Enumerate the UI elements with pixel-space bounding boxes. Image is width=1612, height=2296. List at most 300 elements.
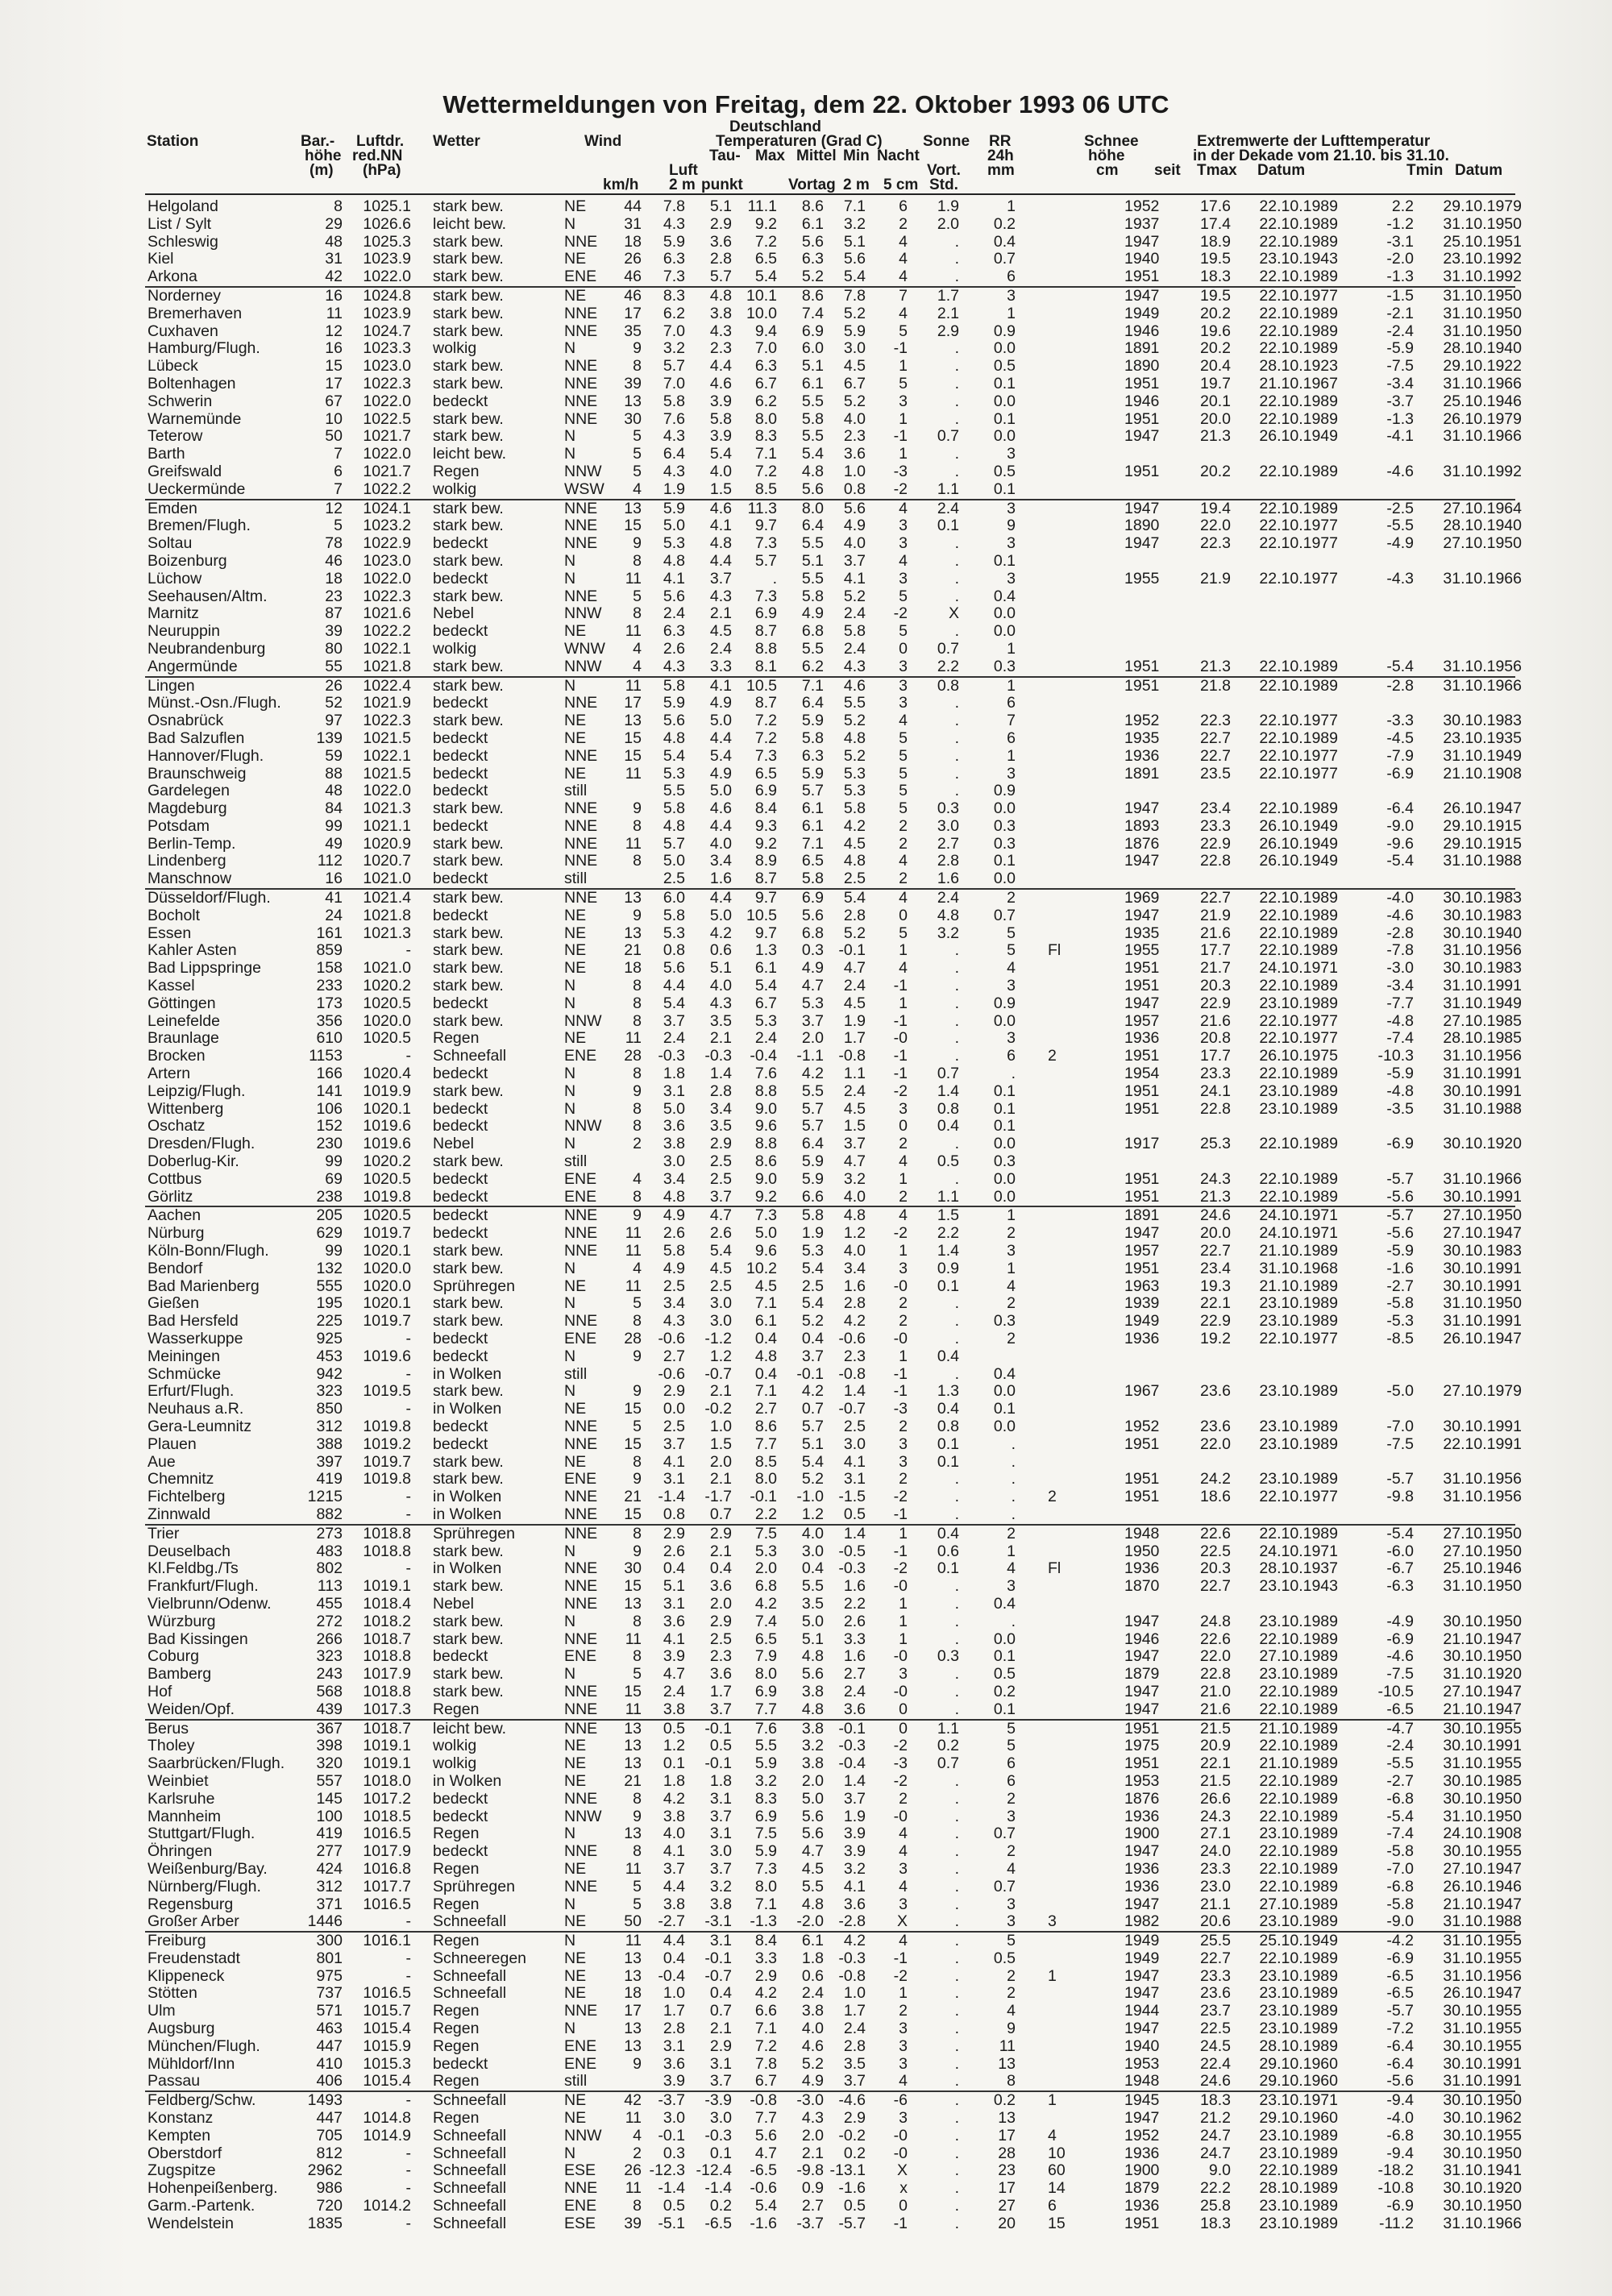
cell-min: 4.6 [843, 676, 866, 695]
cell-druck: 1015.4 [363, 2020, 411, 2038]
table-row [145, 2054, 1522, 2074]
cell-station: Hannover/Flugh. [147, 746, 264, 765]
cell-hoehe: 1153 [309, 1047, 343, 1065]
cell-nacht: -1 [893, 427, 908, 446]
cell-wetter: Sprühregen [433, 1877, 515, 1895]
cell-tmax: 20.9 [1200, 1737, 1231, 1755]
cell-druck: 1019.7 [363, 1312, 411, 1331]
cell-tmin: -6.8 [1386, 1789, 1414, 1808]
cell-max: 5.3 [754, 1542, 777, 1560]
cell-hoehe: 925 [316, 1330, 343, 1347]
cell-nacht: 2 [899, 1187, 908, 1206]
cell-station: Boizenburg [147, 551, 227, 570]
cell-datmax: 21.10.1989 [1259, 1754, 1338, 1773]
cell-rr: 17 [998, 2179, 1016, 2198]
cell-rr: 1 [1007, 1206, 1016, 1225]
cell-hoehe: 277 [316, 1842, 343, 1861]
cell-wr: N [564, 427, 576, 446]
cell-wetter: bedeckt [433, 534, 488, 553]
cell-station: Stuttgart/Flugh. [147, 1825, 256, 1843]
cell-datmin: 31.10.1950 [1443, 322, 1522, 340]
cell-hoehe: 12 [325, 499, 343, 517]
table-row [145, 1135, 1522, 1153]
cell-tmax: 22.7 [1200, 1577, 1231, 1596]
cell-datmax: 22.10.1989 [1259, 924, 1338, 942]
cell-wg: 8 [633, 1117, 642, 1136]
cell-max: 7.2 [754, 729, 777, 747]
cell-datmin: 30.10.1950 [1443, 2091, 1522, 2110]
cell-max: 7.1 [754, 445, 777, 463]
cell-station: Frankfurt/Flugh. [147, 1577, 259, 1596]
table-row [145, 2214, 1522, 2233]
cell-datmax: 21.10.1989 [1259, 1719, 1338, 1738]
cell-druck: 1020.5 [363, 1029, 411, 1048]
cell-luft: 4.1 [663, 1630, 685, 1648]
cell-wg: 13 [624, 1825, 642, 1843]
cell-max: 0.4 [754, 1364, 777, 1383]
cell-max: 8.4 [754, 799, 777, 818]
cell-tmin: -9.4 [1386, 2144, 1414, 2162]
cell-tmin: -11.2 [1379, 2214, 1414, 2232]
cell-station: Gießen [147, 1294, 199, 1313]
cell-mittel: 5.9 [801, 712, 824, 730]
cell-datmin: 26.10.1947 [1443, 1330, 1522, 1347]
cell-tau: 1.4 [709, 1065, 732, 1083]
cell-wg: 21 [624, 1488, 642, 1506]
table-row [145, 1169, 1522, 1189]
header-rr-3: mm [987, 162, 1015, 179]
cell-min: 2.4 [843, 639, 866, 658]
cell-mittel: 4.6 [801, 2037, 824, 2055]
cell-min: -2.8 [838, 1912, 866, 1931]
table-row [145, 1577, 1522, 1596]
cell-tmin: -6.5 [1386, 1984, 1414, 2003]
cell-min: 4.9 [843, 517, 866, 535]
cell-wr: NE [564, 1400, 587, 1418]
cell-wr: NE [564, 250, 587, 268]
cell-max: 9.2 [754, 1187, 777, 1206]
cell-mittel: 5.5 [801, 392, 824, 410]
cell-wr: NNW [564, 1011, 602, 1030]
cell-tmax: 22.2 [1200, 2179, 1231, 2198]
cell-mittel: 5.9 [801, 1169, 824, 1188]
cell-sonne: 0.4 [937, 1117, 959, 1136]
table-row [145, 1949, 1522, 1968]
table-row [145, 1099, 1522, 1119]
header-seit: seit [1154, 162, 1181, 179]
cell-datmax: 23.10.1989 [1259, 1984, 1338, 2003]
cell-datmax: 26.10.1949 [1259, 816, 1338, 835]
cell-datmin: 31.10.1992 [1443, 462, 1522, 480]
cell-rr: 0.0 [993, 1382, 1016, 1401]
cell-max: 5.5 [754, 1737, 777, 1755]
cell-hoehe: 46 [325, 551, 343, 570]
cell-max: 10.5 [746, 906, 777, 924]
cell-max: 10.0 [746, 304, 777, 322]
cell-druck: 1021.1 [363, 816, 411, 835]
cell-rr: 1 [1007, 676, 1016, 695]
cell-hoehe: 272 [316, 1612, 343, 1630]
cell-tmin: -5.5 [1386, 1754, 1414, 1773]
header-tmax: Tmax [1197, 162, 1237, 179]
cell-station: Seehausen/Altm. [147, 587, 268, 605]
cell-max: 6.9 [754, 604, 777, 623]
cell-tmax: 21.3 [1200, 427, 1231, 446]
cell-sonne: 0.9 [937, 1259, 959, 1277]
cell-seit: 1900 [1124, 2161, 1160, 2180]
cell-datmin: 31.10.1956 [1443, 1047, 1522, 1065]
cell-tau: 2.8 [709, 1082, 732, 1100]
cell-max: 8.5 [754, 1452, 777, 1471]
cell-datmin: 31.10.1950 [1443, 214, 1522, 233]
cell-max: 8.5 [754, 480, 777, 498]
cell-datmin: 30.10.1991 [1443, 1277, 1522, 1295]
table-row [145, 924, 1522, 943]
cell-datmin: 31.10.1949 [1443, 746, 1522, 765]
cell-max: 6.9 [754, 1682, 777, 1700]
cell-tau: 0.4 [709, 1984, 732, 2003]
cell-sonne: . [954, 1169, 959, 1188]
cell-tmax: 24.6 [1200, 2072, 1231, 2090]
cell-luft: 5.5 [663, 782, 685, 800]
cell-druck: - [405, 2091, 411, 2110]
cell-rr: 0.3 [993, 834, 1016, 853]
cell-rr: 3 [1007, 534, 1016, 553]
cell-datmin: 28.10.1940 [1443, 339, 1522, 358]
cell-sonne: 2.2 [937, 1224, 959, 1243]
cell-wetter: stark bew. [433, 232, 504, 251]
table-row [145, 906, 1522, 925]
cell-nacht: 2 [899, 834, 908, 853]
cell-wetter: stark bew. [433, 1577, 504, 1596]
cell-druck: 1021.5 [363, 764, 411, 783]
header-bar-2: höhe [305, 147, 342, 164]
cell-hoehe: 610 [316, 1029, 343, 1048]
cell-wr: NNE [564, 409, 598, 428]
cell-station: Düsseldorf/Flugh. [147, 889, 271, 907]
cell-druck: 1016.1 [363, 1932, 411, 1950]
cell-hoehe: 16 [325, 870, 343, 888]
cell-tau: 2.9 [709, 1135, 732, 1153]
cell-sonne: X [948, 604, 959, 623]
table-row [145, 286, 1522, 305]
cell-tmax: 23.3 [1200, 1065, 1231, 1083]
cell-druck: 1021.7 [363, 462, 411, 480]
cell-luft: 3.0 [663, 1152, 685, 1171]
cell-mittel: 5.7 [801, 1117, 824, 1136]
cell-datmin: 25.10.1946 [1443, 1559, 1522, 1578]
cell-tmin: -2.7 [1386, 1277, 1414, 1295]
cell-mittel: 4.3 [801, 2109, 824, 2128]
cell-max: 9.3 [754, 816, 777, 835]
cell-wg: 15 [624, 1682, 642, 1700]
cell-wetter: in Wolken [433, 1400, 502, 1418]
cell-station: Neuhaus a.R. [147, 1400, 244, 1418]
cell-datmax: 22.10.1989 [1259, 392, 1338, 410]
cell-wetter: stark bew. [433, 197, 504, 215]
cell-wr: NNE [564, 1417, 598, 1435]
cell-tmax: 22.6 [1200, 1524, 1231, 1542]
table-row [145, 2109, 1522, 2128]
table-row [145, 214, 1522, 234]
cell-min: 6.7 [843, 374, 866, 392]
cell-datmin: 30.10.1983 [1443, 1242, 1522, 1260]
cell-tau: 5.4 [709, 746, 732, 765]
table-row [145, 2002, 1522, 2020]
cell-datmin: 21.10.1947 [1443, 1895, 1522, 1913]
cell-datmax: 23.10.1943 [1259, 1577, 1338, 1596]
table-row [145, 499, 1522, 518]
cell-tmin: -4.6 [1386, 906, 1414, 924]
cell-mittel: 7.4 [801, 304, 824, 322]
table-row [145, 1118, 1515, 1136]
cell-datmax: 22.10.1977 [1259, 534, 1338, 553]
cell-rr: 0.1 [993, 409, 1016, 428]
cell-wg: 11 [625, 834, 642, 853]
cell-wr: ENE [564, 1470, 597, 1488]
cell-wr: NNE [564, 1206, 598, 1225]
cell-seit: 1947 [1124, 286, 1160, 305]
cell-tau: 3.3 [709, 657, 732, 675]
cell-nacht: 0 [899, 1700, 908, 1718]
cell-wetter: stark bew. [433, 286, 504, 305]
cell-tau: -1.4 [704, 2179, 732, 2198]
cell-datmax: 22.10.1989 [1259, 499, 1338, 517]
cell-datmax: 22.10.1989 [1259, 409, 1338, 428]
cell-rr: 0.0 [993, 1169, 1016, 1188]
header-luft-2: 2 m [669, 176, 696, 193]
cell-sonne: . [954, 712, 959, 730]
header-tmin: Tmin [1406, 162, 1444, 179]
cell-seit: 1947 [1124, 1842, 1160, 1861]
cell-sonne: . [954, 1700, 959, 1718]
cell-max: 8.0 [754, 1877, 777, 1895]
cell-luft: 2.6 [663, 1224, 685, 1243]
cell-wetter: stark bew. [433, 409, 504, 428]
cell-min: 4.3 [843, 657, 866, 675]
cell-druck: 1019.5 [363, 1382, 411, 1401]
cell-tmax: 17.7 [1200, 941, 1231, 960]
cell-wr: N [564, 339, 576, 358]
cell-rr: . [1011, 1065, 1016, 1083]
cell-wr: NNW [564, 2126, 602, 2144]
cell-datmin: 30.10.1991 [1443, 2054, 1522, 2073]
cell-tmax: 17.6 [1200, 197, 1231, 215]
cell-tau: 3.0 [709, 1294, 732, 1313]
cell-druck: - [405, 1505, 411, 1523]
cell-rr: 0.9 [993, 994, 1016, 1012]
cell-tau: 3.0 [709, 1312, 732, 1331]
cell-tau: 2.3 [709, 339, 732, 358]
cell-rr: 0.5 [993, 1665, 1016, 1684]
table-row [145, 588, 1515, 606]
cell-min: 4.1 [843, 569, 866, 587]
cell-rr: 3 [1007, 1912, 1016, 1931]
cell-wg: 9 [633, 339, 642, 358]
cell-nacht: -0 [893, 2126, 908, 2144]
cell-wetter: Regen [433, 1859, 480, 1878]
cell-wetter: Regen [433, 462, 480, 480]
cell-hoehe: 986 [316, 2179, 343, 2198]
cell-rr: 1 [1007, 639, 1016, 658]
cell-tau: 4.4 [709, 816, 732, 835]
cell-wetter: Regen [433, 1895, 480, 1913]
cell-luft: 4.3 [663, 462, 685, 480]
cell-wr: NNE [564, 816, 598, 835]
cell-max: 9.7 [754, 517, 777, 535]
cell-sonne: . [954, 1912, 959, 1931]
cell-datmin: 31.10.1949 [1443, 994, 1522, 1012]
cell-sonne: 2.4 [937, 889, 959, 907]
cell-datmax: 23.10.1989 [1259, 1417, 1338, 1435]
header-sonne-2: Vort. [927, 162, 961, 179]
cell-seit: 1951 [1124, 1187, 1160, 1206]
cell-seit: 1947 [1124, 1966, 1160, 1985]
cell-tmax: 21.5 [1200, 1719, 1231, 1738]
cell-seit: 1893 [1124, 816, 1160, 835]
cell-tmax: 23.7 [1200, 2002, 1231, 2020]
cell-tau: 3.8 [709, 1895, 732, 1913]
cell-sonne: . [954, 782, 959, 800]
cell-min: -4.6 [838, 2091, 866, 2110]
cell-seit: 1952 [1124, 712, 1160, 730]
cell-station: München/Flugh. [147, 2037, 260, 2055]
cell-mittel: 5.2 [801, 268, 824, 286]
header-rr-1: RR [989, 133, 1012, 150]
cell-station: Meiningen [147, 1347, 220, 1365]
cell-rr: 0.0 [993, 339, 1016, 358]
cell-wetter: Schneefall [433, 2197, 507, 2215]
cell-mittel: 4.2 [801, 1065, 824, 1083]
cell-wetter: stark bew. [433, 357, 504, 376]
cell-wr: ENE [564, 2197, 597, 2215]
cell-max: -0.4 [750, 1047, 777, 1065]
cell-rr: 17 [998, 2126, 1016, 2144]
cell-druck: 1019.1 [363, 1737, 411, 1755]
cell-luft: 2.6 [663, 1542, 685, 1560]
cell-hoehe: 406 [316, 2072, 343, 2090]
cell-seit: 1879 [1124, 1665, 1160, 1684]
cell-min: 3.7 [843, 1789, 866, 1808]
cell-luft: 3.8 [663, 1807, 685, 1825]
cell-tmin: -6.7 [1386, 1559, 1414, 1578]
cell-datmax: 23.10.1989 [1259, 1612, 1338, 1630]
cell-mittel: 4.2 [801, 1382, 824, 1401]
cell-wg: 11 [625, 2179, 642, 2198]
table-row [145, 1612, 1522, 1631]
cell-tmin: -5.9 [1386, 339, 1414, 358]
cell-max: 8.0 [754, 409, 777, 428]
cell-luft: -0.6 [658, 1330, 685, 1347]
cell-seit: 1940 [1124, 250, 1160, 268]
cell-sonne: . [954, 1047, 959, 1065]
cell-wg: 9 [633, 1347, 642, 1365]
cell-wr: NNW [564, 1807, 602, 1825]
cell-datmin: 24.10.1908 [1443, 1825, 1522, 1843]
cell-station: Neuruppin [147, 622, 220, 641]
cell-tau: 1.2 [709, 1347, 732, 1365]
cell-wg: 8 [633, 1065, 642, 1083]
cell-tmax: 21.3 [1200, 1187, 1231, 1206]
cell-sonne: . [954, 1135, 959, 1153]
cell-station: Coburg [147, 1647, 199, 1666]
cell-min: 4.0 [843, 534, 866, 553]
cell-nacht: 7 [899, 286, 908, 305]
cell-seit: 1936 [1124, 1029, 1160, 1048]
cell-wr: NE [564, 1949, 587, 1967]
cell-station: Freudenstadt [147, 1949, 240, 1967]
cell-datmax: 26.10.1949 [1259, 427, 1338, 446]
cell-tmax: 20.0 [1200, 1224, 1231, 1243]
cell-wetter: stark bew. [433, 834, 504, 853]
cell-datmin: 27.10.1950 [1443, 1524, 1522, 1542]
cell-mittel: 5.6 [801, 480, 824, 498]
cell-sonne: . [954, 569, 959, 587]
cell-tau: 5.1 [709, 197, 732, 215]
cell-nacht: -2 [893, 480, 908, 498]
cell-station: Göttingen [147, 994, 216, 1012]
cell-nacht: -3 [893, 1400, 908, 1418]
cell-hoehe: 555 [316, 1277, 343, 1295]
cell-mittel: 2.5 [801, 1277, 824, 1295]
cell-nacht: 3 [899, 569, 908, 587]
cell-max: 7.9 [754, 1647, 777, 1666]
cell-hoehe: 419 [316, 1825, 343, 1843]
cell-seit: 1944 [1124, 2002, 1160, 2020]
cell-datmax: 29.10.1960 [1259, 2072, 1338, 2090]
cell-datmin: 31.10.1966 [1443, 2214, 1522, 2232]
cell-max: 7.2 [754, 712, 777, 730]
cell-wg: 8 [633, 551, 642, 570]
cell-tmax: 26.6 [1200, 1789, 1231, 1808]
table-row [145, 446, 1515, 463]
cell-nacht: 3 [899, 1452, 908, 1471]
cell-tmax: 22.7 [1200, 1242, 1231, 1260]
cell-tau: -0.3 [704, 2126, 732, 2144]
cell-tmax: 25.3 [1200, 1135, 1231, 1153]
cell-hoehe: 49 [325, 834, 343, 853]
cell-datmin: 28.10.1940 [1443, 517, 1522, 535]
cell-sonne: . [954, 2161, 959, 2180]
cell-luft: 2.6 [663, 639, 685, 658]
cell-wg: 15 [624, 1434, 642, 1453]
cell-schnee: Fl [1048, 1559, 1062, 1578]
cell-min: 7.1 [843, 197, 866, 215]
cell-datmax: 22.10.1989 [1259, 941, 1338, 960]
cell-tmax: 19.4 [1200, 499, 1231, 517]
cell-schnee: 4 [1048, 2126, 1057, 2144]
cell-druck: 1022.3 [363, 587, 411, 605]
cell-station: Konstanz [147, 2109, 214, 2128]
cell-datmin: 31.10.1950 [1443, 286, 1522, 305]
cell-datmax: 22.10.1989 [1259, 1789, 1338, 1808]
cell-tmax: 21.9 [1200, 569, 1231, 587]
cell-tau: 3.6 [709, 1577, 732, 1596]
cell-nacht: -1 [893, 1949, 908, 1967]
cell-seit: 1947 [1124, 1224, 1160, 1243]
cell-wr: N [564, 1895, 576, 1913]
cell-max: 2.7 [754, 1400, 777, 1418]
cell-druck: 1015.7 [363, 2002, 411, 2020]
cell-datmin: 31.10.1966 [1443, 569, 1522, 587]
cell-wg: 5 [633, 1294, 642, 1313]
cell-luft: 5.6 [663, 712, 685, 730]
cell-druck: 1022.1 [363, 639, 411, 658]
cell-tmax: 23.4 [1200, 799, 1231, 818]
cell-min: -0.8 [838, 1364, 866, 1383]
cell-min: 5.2 [843, 712, 866, 730]
cell-tmax: 20.1 [1200, 392, 1231, 410]
